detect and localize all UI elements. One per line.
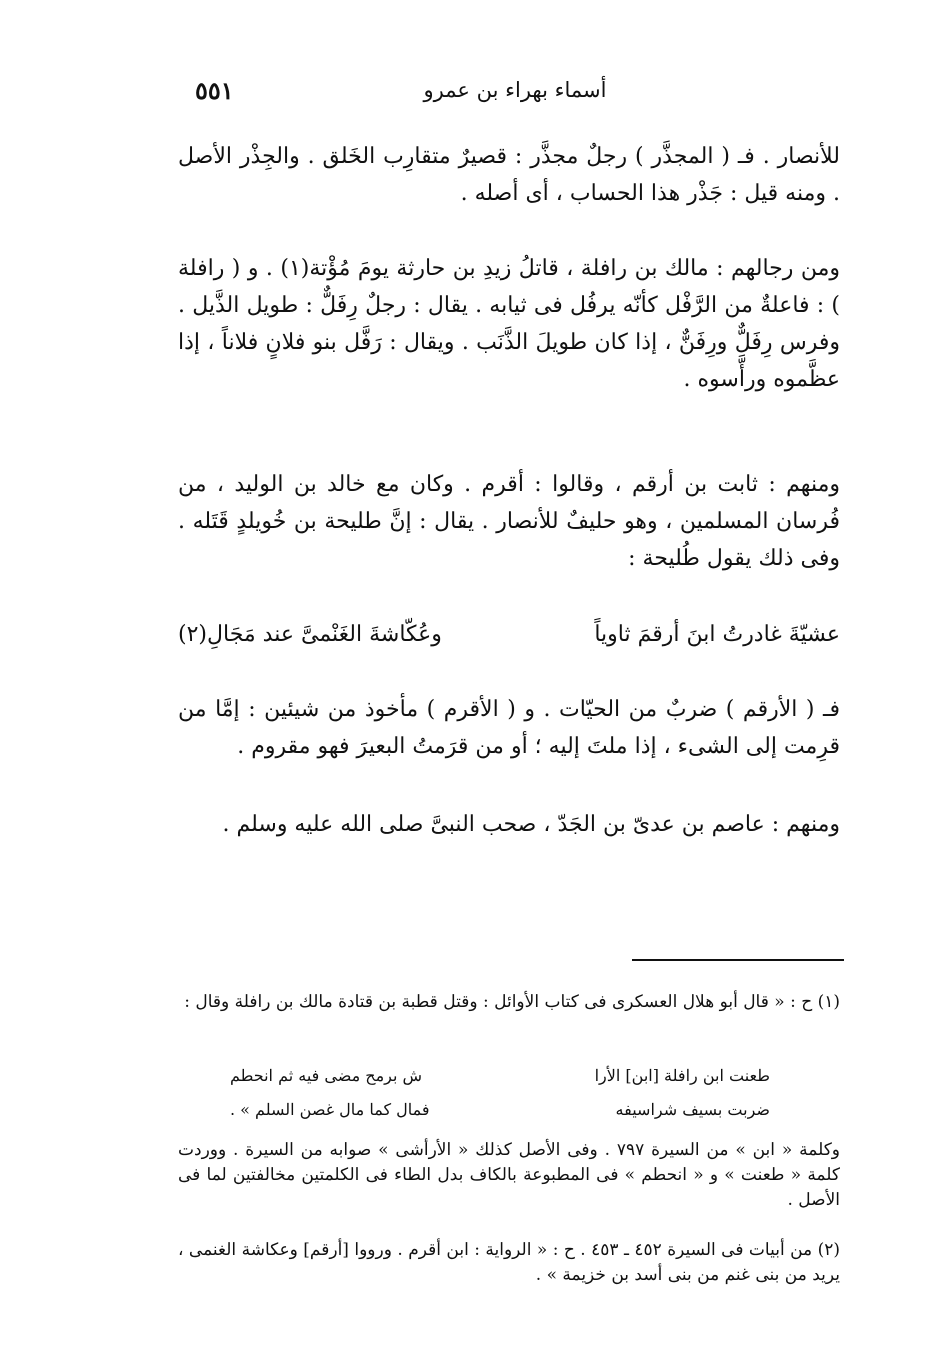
body-paragraph: ومن رجالهم : مالك بن رافلة ، قاتلُ زيدِ بن حارثة يومَ مُؤْتة(١) . و ( رافلة ) : فاعلةٌ من الرَّفْل كأنّه يرفُل فى ثيابه . يقال : رجلٌ رِفَلٌّ : طويل الذَّيل . وفرس رِفَلٌّ ورِفَنٌّ ، إذا كان طويلَ الذَّنَب . ويقال : رَفَّل بنو فلانٍ فلاناً ، إذا عظَّموه ورأَّسوه . bbox=[178, 256, 840, 392]
verse-first-hemistich: ضربت بسيف شراسيفه bbox=[615, 1100, 770, 1119]
verse-first-hemistich: طعنت ابن رافلة [ابن] الأرا bbox=[594, 1066, 770, 1085]
footnote-verse-2 bbox=[230, 1100, 770, 1128]
footnote-1-continued bbox=[178, 1138, 840, 1213]
footnote-text: (١) ح : « قال أبو هلال العسكرى فى كتاب الأوائل : وقتل قطبة بن قتادة مالك بن رافلة وقال : bbox=[184, 992, 840, 1012]
body-paragraph: ومنهم : عاصم بن عدىّ بن الجَدّ ، صحب النبىَّ صلى الله عليه وسلم . bbox=[222, 812, 840, 837]
footnote-1-intro bbox=[178, 990, 840, 1015]
paragraph-thabit-bin-arqam bbox=[178, 466, 840, 577]
paragraph-malik-bin-rafila bbox=[178, 250, 840, 398]
running-head: أسماء بهراء بن عمرو bbox=[423, 78, 607, 102]
paragraph-al-arqam bbox=[178, 691, 840, 765]
verse-first-hemistich: عشيّةَ غادرتُ ابنَ أرقمَ ثاوياً bbox=[594, 622, 840, 647]
verse-second-hemistich: فمال كما مال غصن السلم » . bbox=[230, 1100, 430, 1119]
footnote-separator bbox=[632, 959, 844, 961]
page-header bbox=[195, 76, 835, 116]
footnote-2 bbox=[178, 1238, 840, 1288]
footnote-text: وكلمة « ابن » من السيرة ٧٩٧ . وفى الأصل كذلك « الأرأشى » صوابه من السيرة . ووردت كلمة « طعنت » و « انحطم » فى المطبوعة بالكاف بدل الطاء فى الكلمتين مخالفتين لما فى الأصل . bbox=[178, 1140, 840, 1210]
body-paragraph: ومنهم : ثابت بن أرقم ، وقالوا : أقرم . وكان مع خالد بن الوليد ، من فُرسان المسلمين ، وهو حليفٌ للأنصار . يقال : إنَّ طليحة بن خُويلدٍ قَتَله . وفى ذلك يقول طُليحة : bbox=[178, 472, 840, 571]
footnote-text: (٢) من أبيات فى السيرة ٤٥٢ ـ ٤٥٣ . ح : « الرواية : ابن أقرم . ورووا [أرقم] وعكاشة الغنمى ، يريد من بنى غنم من بنى أسد بن خزيمة » . bbox=[178, 1240, 840, 1285]
body-paragraph: فـ ( الأرقم ) ضربٌ من الحيّات . و ( الأقرم ) مأخوذ من شيئين : إمَّا من قرِمت إلى الشىء ، إذا ملتَ إليه ؛ أو من قرَمتُ البعيرَ فهو مقروم . bbox=[178, 697, 840, 759]
paragraph-asim-bin-adi bbox=[178, 806, 840, 843]
paragraph-al-mujadhdhar bbox=[178, 138, 840, 212]
verse-second-hemistich: ش برمح مضى فيه ثم انحطم bbox=[230, 1066, 423, 1085]
footnote-verse-1 bbox=[230, 1066, 770, 1094]
poem-verse bbox=[178, 622, 840, 662]
verse-second-hemistich: وعُكّاشةَ الغَنْمىَّ عند مَجَالِ(٢) bbox=[178, 622, 442, 647]
page-number: ٥٥١ bbox=[195, 76, 234, 105]
body-paragraph: للأنصار . فـ ( المجذَّر ) رجلٌ مجذَّر : قصيرٌ متقارِب الخَلق . والجِذْر الأصل . ومنه قيل : جَذْر هذا الحساب ، أى أصله . bbox=[178, 144, 840, 206]
